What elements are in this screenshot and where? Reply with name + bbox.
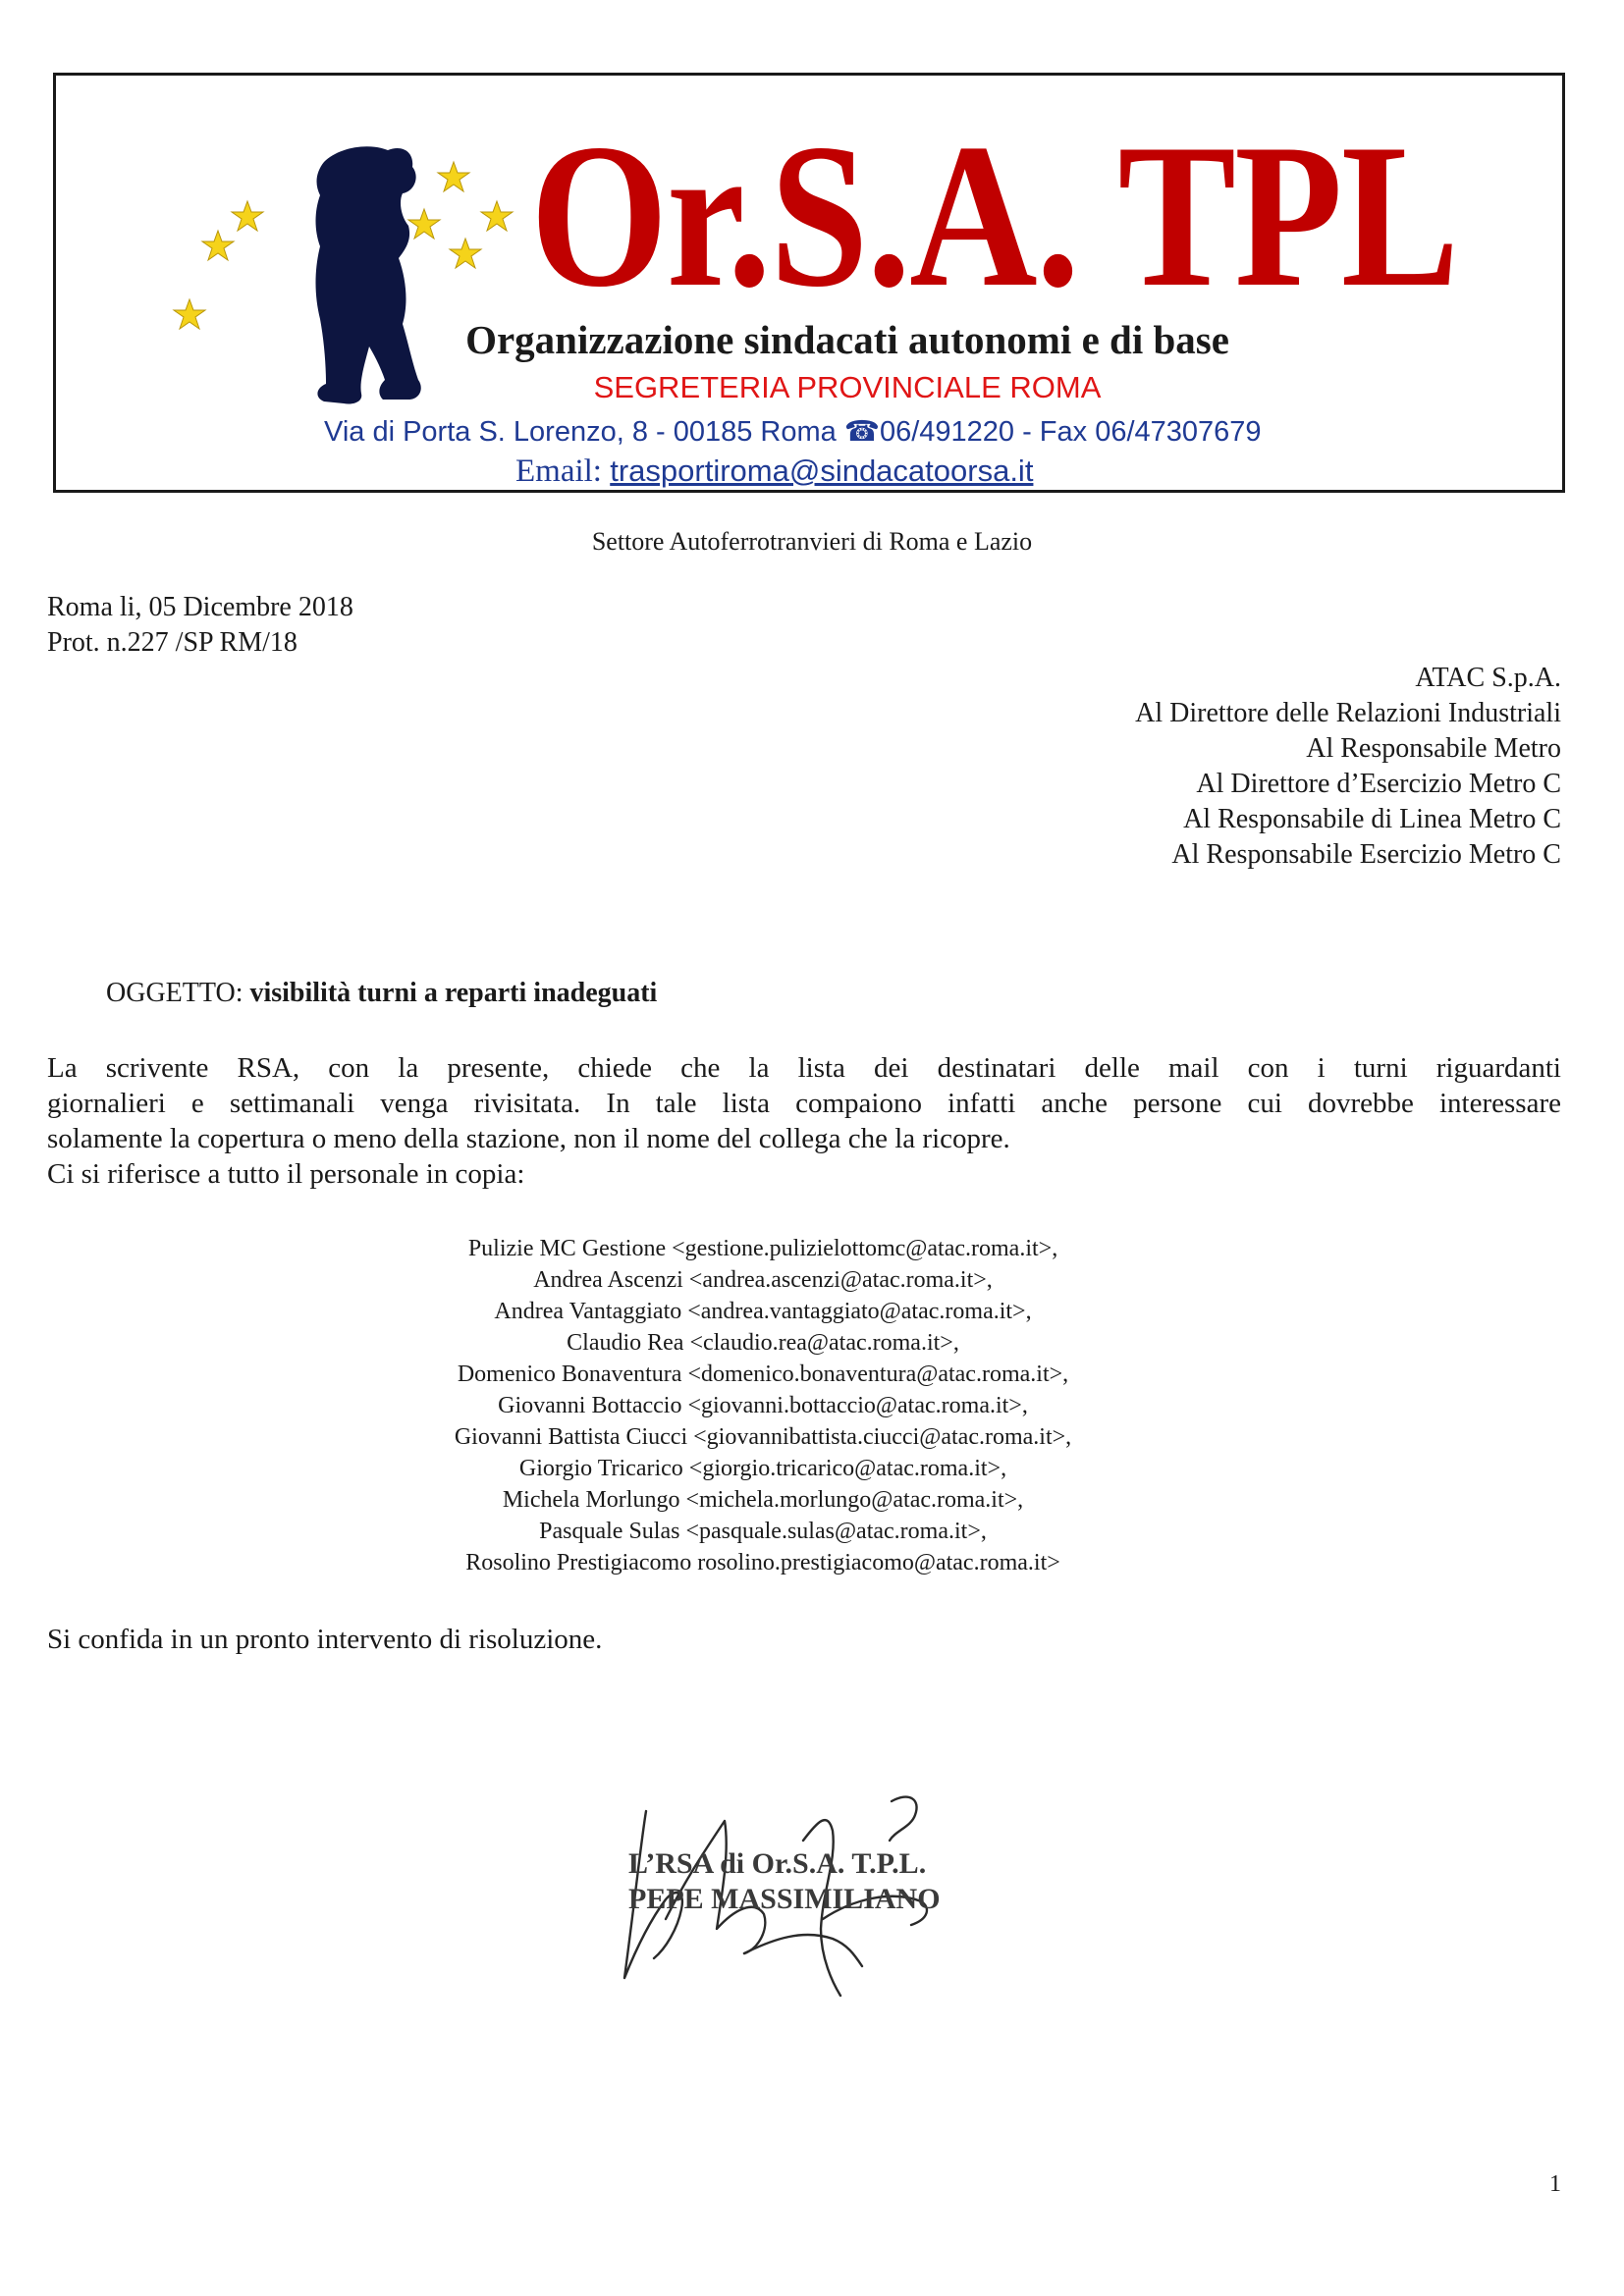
subject-text: visibilità turni a reparti inadeguati: [249, 978, 658, 1008]
recipient-line: Al Responsabile di Linea Metro C: [1183, 804, 1561, 834]
recipient-line: Al Responsabile Metro: [1306, 733, 1561, 764]
email-label: Email:: [515, 454, 611, 489]
subject-label: OGGETTO: [106, 978, 236, 1008]
star-icon: [202, 231, 234, 260]
cc-entry: Andrea Vantaggiato <andrea.vantaggiato@atac.roma.it>,: [494, 1299, 1032, 1324]
star-icon: [408, 209, 440, 239]
signature-role: L’RSA di Or.S.A. T.P.L.: [628, 1847, 927, 1880]
email-link[interactable]: trasportiroma@sindacatoorsa.it: [610, 454, 1034, 488]
protocol-number: Prot. n.227 /SP RM/18: [47, 627, 298, 658]
body-paragraph: [47, 1050, 1561, 1192]
closing-line: Si confida in un pronto intervento di risoluzione.: [47, 1624, 603, 1655]
contact-email-row: [515, 452, 1033, 491]
body-line: giornalieri e settimanali venga rivisitata. In tale lista compaiono infatti anche persone cui dovrebbe interessare: [47, 1088, 1561, 1119]
cc-entry: Giovanni Battista Ciucci <giovannibattista.ciucci@atac.roma.it>,: [454, 1424, 1072, 1450]
cc-entry: Claudio Rea <claudio.rea@atac.roma.it>,: [567, 1330, 959, 1356]
star-icon: [450, 239, 481, 268]
subject-line: OGGETTO: visibilità turni a reparti inadeguati: [106, 978, 658, 1008]
cc-entry: Pasquale Sulas <pasquale.sulas@atac.roma.it>,: [539, 1519, 987, 1544]
recipient-line: Al Direttore d’Esercizio Metro C: [1196, 769, 1561, 799]
signature-block: [628, 1846, 941, 1917]
sector-line: Settore Autoferrotranvieri di Roma e Lazio: [591, 527, 1033, 556]
page-number: 1: [1549, 2171, 1561, 2197]
cc-entry: Pulizie MC Gestione <gestione.pulizielottomc@atac.roma.it>,: [467, 1236, 1058, 1261]
recipient-line: ATAC S.p.A.: [1415, 663, 1561, 693]
cc-entry: Giovanni Bottaccio <giovanni.bottaccio@atac.roma.it>,: [498, 1393, 1028, 1418]
cc-entry: Michela Morlungo <michela.morlungo@atac.roma.it>,: [502, 1487, 1024, 1513]
secretariat-line: SEGRETERIA PROVINCIALE ROMA: [593, 370, 1102, 404]
body-line: Ci si riferisce a tutto il personale in copia:: [47, 1158, 525, 1190]
letter-date: Roma li, 05 Dicembre 2018: [47, 592, 353, 622]
cc-entry: Giorgio Tricarico <giorgio.tricarico@atac.roma.it>,: [518, 1456, 1007, 1481]
bear-silhouette: [316, 146, 421, 403]
contact-address: Via di Porta S. Lorenzo, 8 - 00185 Roma ☎06/491220 - Fax 06/47307679: [324, 416, 1262, 448]
cc-entry: Rosolino Prestigiacomo rosolino.prestigiacomo@atac.roma.it>: [465, 1550, 1060, 1575]
cc-entry: Domenico Bonaventura <domenico.bonaventura@atac.roma.it>,: [457, 1362, 1069, 1387]
signature-name: PEPE MASSIMILIANO: [628, 1883, 941, 1915]
star-icon: [438, 162, 469, 191]
body-line: solamente la copertura o meno della stazione, non il nome del collega che la ricopre.: [47, 1123, 1010, 1154]
bear-with-stars-logo: [167, 123, 520, 407]
star-icon: [481, 201, 513, 231]
recipient-block: [1135, 661, 1561, 873]
star-icon: [232, 201, 263, 231]
cc-list: [0, 1233, 1526, 1578]
brand-title: Or.S.A. TPL: [530, 102, 1458, 330]
body-line: La scrivente RSA, con la presente, chiede che la lista dei destinatari delle mail con i turni riguardanti: [47, 1052, 1561, 1084]
cc-entry: Andrea Ascenzi <andrea.ascenzi@atac.roma.it>,: [533, 1267, 993, 1293]
recipient-line: Al Responsabile Esercizio Metro C: [1171, 839, 1561, 870]
brand-subtitle: Organizzazione sindacati autonomi e di base: [465, 317, 1229, 362]
recipient-line: Al Direttore delle Relazioni Industriali: [1135, 698, 1561, 728]
